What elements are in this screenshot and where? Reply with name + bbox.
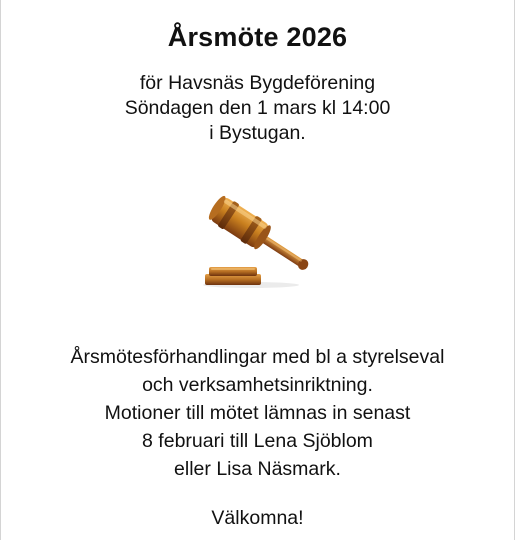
agenda-line: och verksamhetsinriktning. bbox=[142, 374, 373, 396]
page-title: Årsmöte 2026 bbox=[167, 22, 348, 52]
association-line: för Havsnäs Bygdeförening bbox=[139, 72, 376, 94]
welcome-text: Välkomna! bbox=[211, 507, 304, 529]
motions-contact-line: eller Lisa Näsmark. bbox=[174, 458, 341, 480]
location-line: i Bystugan. bbox=[209, 122, 306, 144]
motions-deadline-line: 8 februari till Lena Sjöblom bbox=[142, 430, 373, 452]
date-time-line: Söndagen den 1 mars kl 14:00 bbox=[124, 97, 391, 119]
agenda-text bbox=[1, 343, 514, 483]
agenda-line: Årsmötesförhandlingar med bl a styrelseval bbox=[70, 346, 445, 368]
motions-line: Motioner till mötet lämnas in senast bbox=[104, 402, 411, 424]
sound-block-highlight bbox=[211, 268, 255, 270]
gavel-icon bbox=[199, 192, 319, 292]
meeting-details bbox=[1, 71, 514, 146]
